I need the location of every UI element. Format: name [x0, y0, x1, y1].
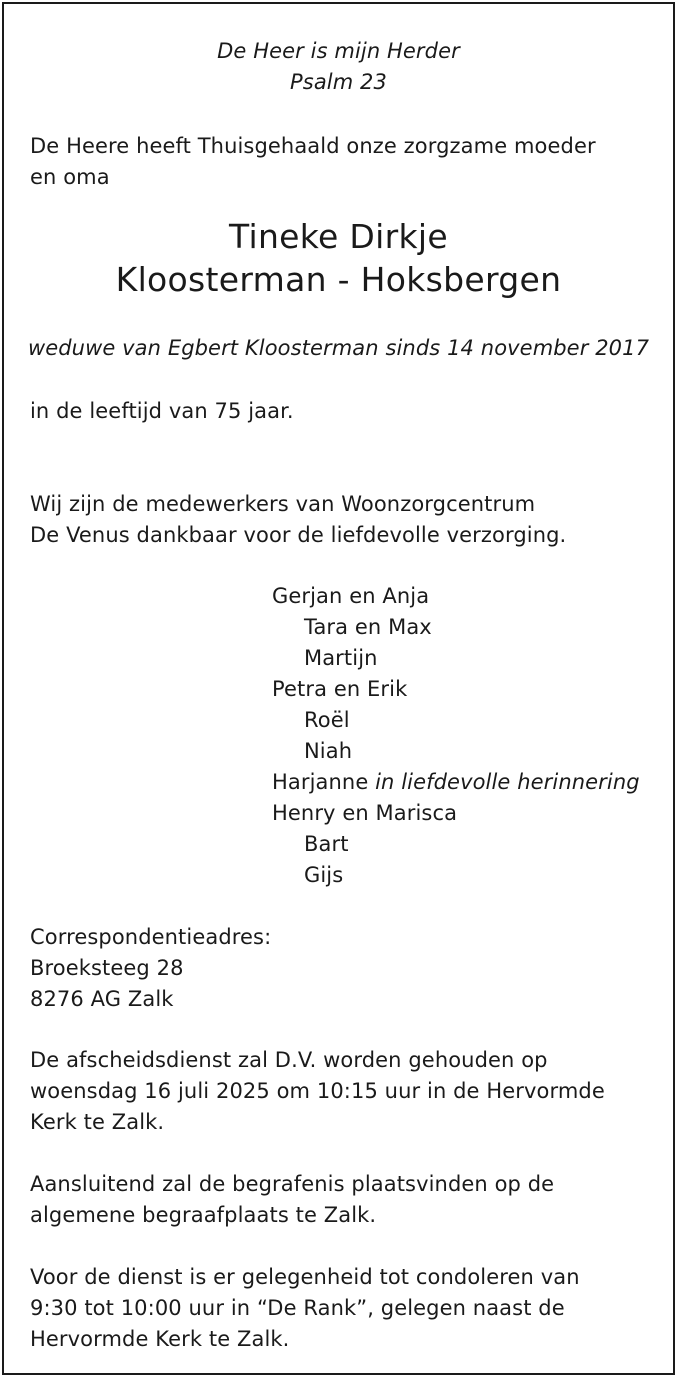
service-line-2: woensdag 16 juli 2025 om 10:15 uur in de Hervormde [30, 1079, 605, 1103]
intro-line-2: en oma [30, 165, 110, 189]
condolence-line-3: Hervormde Kerk te Zalk. [30, 1327, 290, 1351]
address-city: 8276 AG Zalk [30, 987, 174, 1011]
intro-line-1: De Heere heeft Thuisgehaald onze zorgzame moeder [30, 134, 596, 158]
service-line-1: De afscheidsdienst zal D.V. worden gehouden op [30, 1048, 548, 1072]
family-bart: Bart [304, 832, 349, 856]
verse-line: De Heer is mijn Herder [217, 39, 460, 63]
burial-line-2: algemene begraafplaats te Zalk. [30, 1203, 377, 1227]
family-henry: Henry en Marisca [272, 801, 458, 825]
family-gijs: Gijs [304, 863, 344, 887]
condolence-line-2: 9:30 tot 10:00 uur in “De Rank”, gelegen naast de [30, 1296, 565, 1320]
family-harjanne-note: in liefdevolle herinnering [375, 770, 640, 794]
deceased-given-names: Tineke Dirkje [229, 217, 448, 256]
family-tara: Tara en Max [304, 615, 432, 639]
gratitude-line-1: Wij zijn de medewerkers van Woonzorgcentrum [30, 492, 536, 516]
age-line: in de leeftijd van 75 jaar. [30, 399, 294, 423]
family-gerjan: Gerjan en Anja [272, 584, 430, 608]
obituary-notice [2, 2, 675, 1375]
family-petra: Petra en Erik [272, 677, 408, 701]
gratitude-line-2: De Venus dankbaar voor de liefdevolle verzorging. [30, 523, 567, 547]
address-label: Correspondentieadres: [30, 925, 272, 949]
family-niah: Niah [304, 739, 353, 763]
family-roel: Roël [304, 708, 350, 732]
service-line-3: Kerk te Zalk. [30, 1110, 165, 1134]
psalm-reference: Psalm 23 [290, 70, 387, 94]
widow-of-line: weduwe van Egbert Kloosterman sinds 14 november 2017 [27, 336, 650, 360]
condolence-line-1: Voor de dienst is er gelegenheid tot condoleren van [30, 1265, 580, 1289]
deceased-surnames: Kloosterman - Hoksbergen [115, 260, 562, 299]
family-harjanne-name: Harjanne [272, 770, 369, 794]
burial-line-1: Aansluitend zal de begrafenis plaatsvinden op de [30, 1172, 555, 1196]
family-harjanne [272, 767, 640, 798]
address-street: Broeksteeg 28 [30, 956, 184, 980]
family-martijn: Martijn [304, 646, 378, 670]
